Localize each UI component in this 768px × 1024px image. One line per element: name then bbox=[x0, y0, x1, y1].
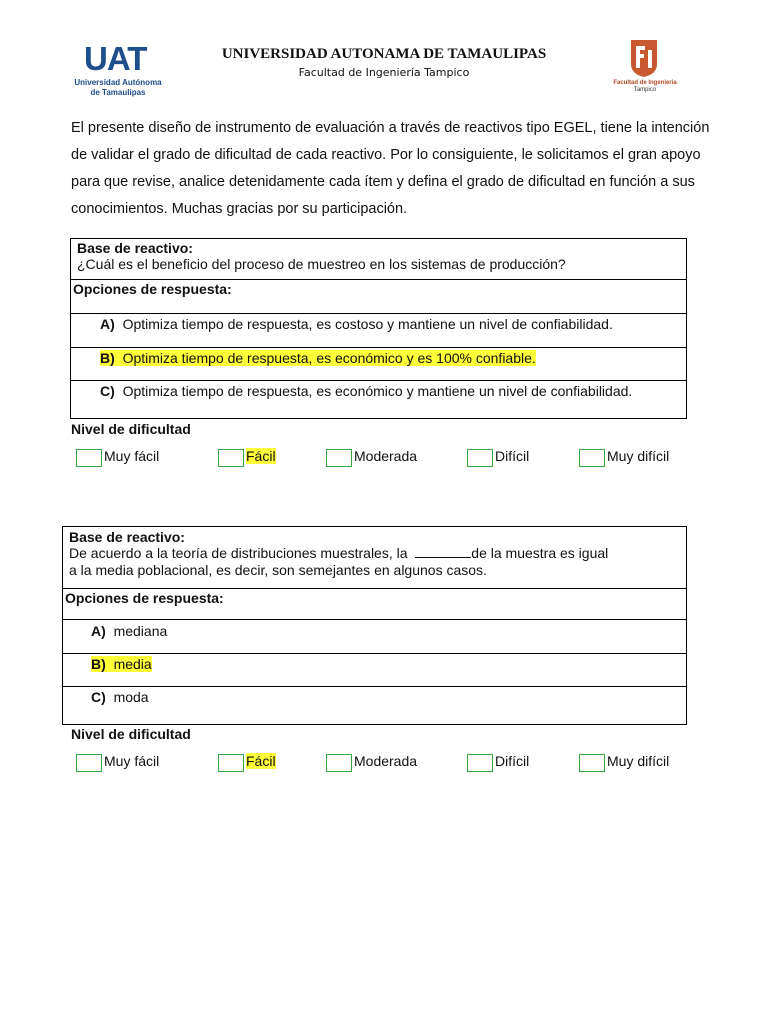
checkbox[interactable] bbox=[579, 754, 605, 772]
level-label: Fácil bbox=[246, 448, 276, 464]
level-muy-facil[interactable] bbox=[76, 448, 159, 467]
level-moderada[interactable] bbox=[326, 448, 417, 467]
stem-line2: a la media poblacional, es decir, son semejantes en algunos casos. bbox=[69, 562, 487, 578]
option-letter: B) bbox=[100, 350, 115, 366]
question-1-base-row bbox=[71, 239, 686, 280]
question-2-base-row bbox=[63, 527, 686, 589]
checkbox[interactable] bbox=[326, 754, 352, 772]
option-text: Optimiza tiempo de respuesta, es económico y mantiene un nivel de confiabilidad. bbox=[122, 383, 633, 399]
question-2-difficulty-options bbox=[76, 753, 716, 775]
checkbox[interactable] bbox=[218, 754, 244, 772]
level-label: Muy fácil bbox=[104, 753, 160, 769]
question-1-stem: ¿Cuál es el beneficio del proceso de muestreo en los sistemas de producción? bbox=[77, 256, 566, 272]
checkbox[interactable] bbox=[76, 754, 102, 772]
level-dificil[interactable] bbox=[467, 753, 529, 772]
question-1-options-header bbox=[71, 280, 686, 314]
checkbox[interactable] bbox=[218, 449, 244, 467]
level-facil[interactable] bbox=[218, 753, 276, 772]
option-letter: A) bbox=[91, 623, 106, 639]
option-text: moda bbox=[113, 689, 149, 705]
options-label: Opciones de respuesta: bbox=[73, 281, 232, 297]
question-2-option-b bbox=[63, 654, 686, 687]
level-label: Muy difícil bbox=[607, 448, 670, 464]
fi-shield-icon bbox=[629, 38, 659, 78]
question-2-stem bbox=[69, 545, 686, 579]
level-muy-dificil[interactable] bbox=[579, 448, 669, 467]
level-dificil[interactable] bbox=[467, 448, 529, 467]
level-label: Moderada bbox=[354, 448, 418, 464]
checkbox[interactable] bbox=[467, 449, 493, 467]
intro-paragraph: El presente diseño de instrumento de evaluación a través de reactivos tipo EGEL, tiene la intención de validar el grado de dificultad de cada reactivo. Por lo consiguiente, le solicitamos el gran apoyo para que revise, analice detenidamente cada ítem y defina el grado de dificultad en función a sus conocimientos. Muchas gracias por su participación. bbox=[71, 120, 710, 217]
question-1-option-b bbox=[71, 348, 686, 381]
level-label: Moderada bbox=[354, 753, 418, 769]
level-facil[interactable] bbox=[218, 448, 276, 467]
faculty-subtitle: Facultad de Ingeniería Tampico bbox=[298, 66, 470, 79]
question-1-option-c bbox=[71, 381, 686, 418]
question-2-box bbox=[62, 526, 687, 725]
options-label: Opciones de respuesta: bbox=[65, 590, 224, 606]
level-muy-dificil[interactable] bbox=[579, 753, 669, 772]
option-text: Optimiza tiempo de respuesta, es económico y es 100% confiable. bbox=[122, 350, 536, 366]
option-text: media bbox=[113, 656, 152, 672]
question-2-option-c bbox=[63, 687, 686, 724]
option-letter: A) bbox=[100, 316, 115, 332]
option-letter: C) bbox=[91, 689, 106, 705]
option-text: Optimiza tiempo de respuesta, es costoso y mantiene un nivel de confiabilidad. bbox=[122, 316, 613, 332]
uat-logo-caption bbox=[72, 78, 164, 98]
question-1-difficulty-options bbox=[76, 448, 716, 470]
checkbox[interactable] bbox=[76, 449, 102, 467]
fi-logo-line1: Facultad de Ingenieria bbox=[613, 80, 677, 86]
level-label: Muy difícil bbox=[607, 753, 670, 769]
stem-part2: de la muestra es igual bbox=[471, 545, 609, 561]
question-1-difficulty-title: Nivel de dificultad bbox=[71, 421, 191, 437]
fi-logo-caption bbox=[607, 80, 683, 94]
question-1-option-a bbox=[71, 314, 686, 348]
uat-logo-line1: Universidad Autónoma bbox=[74, 78, 162, 87]
base-label: Base de reactivo: bbox=[77, 240, 193, 256]
question-2-option-a bbox=[63, 620, 686, 654]
checkbox[interactable] bbox=[326, 449, 352, 467]
base-label: Base de reactivo: bbox=[69, 529, 185, 545]
checkbox[interactable] bbox=[579, 449, 605, 467]
question-2-difficulty-title: Nivel de dificultad bbox=[71, 726, 191, 742]
stem-part1: De acuerdo a la teoría de distribuciones muestrales, la bbox=[69, 545, 408, 561]
fi-logo-line2: Tampico bbox=[633, 87, 657, 93]
institution-title: UNIVERSIDAD AUTONAMA DE TAMAULIPAS bbox=[221, 46, 547, 62]
question-2-options-header bbox=[63, 589, 686, 620]
level-label: Fácil bbox=[246, 753, 276, 769]
level-label: Difícil bbox=[495, 753, 530, 769]
uat-logo-mark: UAT bbox=[84, 40, 147, 77]
level-moderada[interactable] bbox=[326, 753, 417, 772]
fi-logo bbox=[607, 38, 683, 98]
answer-blank bbox=[415, 545, 471, 558]
question-1-box bbox=[70, 238, 687, 419]
checkbox[interactable] bbox=[467, 754, 493, 772]
option-letter: B) bbox=[91, 656, 106, 672]
level-muy-facil[interactable] bbox=[76, 753, 159, 772]
level-label: Difícil bbox=[495, 448, 530, 464]
option-letter: C) bbox=[100, 383, 115, 399]
uat-logo-line2: de Tamaulipas bbox=[90, 88, 146, 97]
level-label: Muy fácil bbox=[104, 448, 160, 464]
option-text: mediana bbox=[113, 623, 168, 639]
